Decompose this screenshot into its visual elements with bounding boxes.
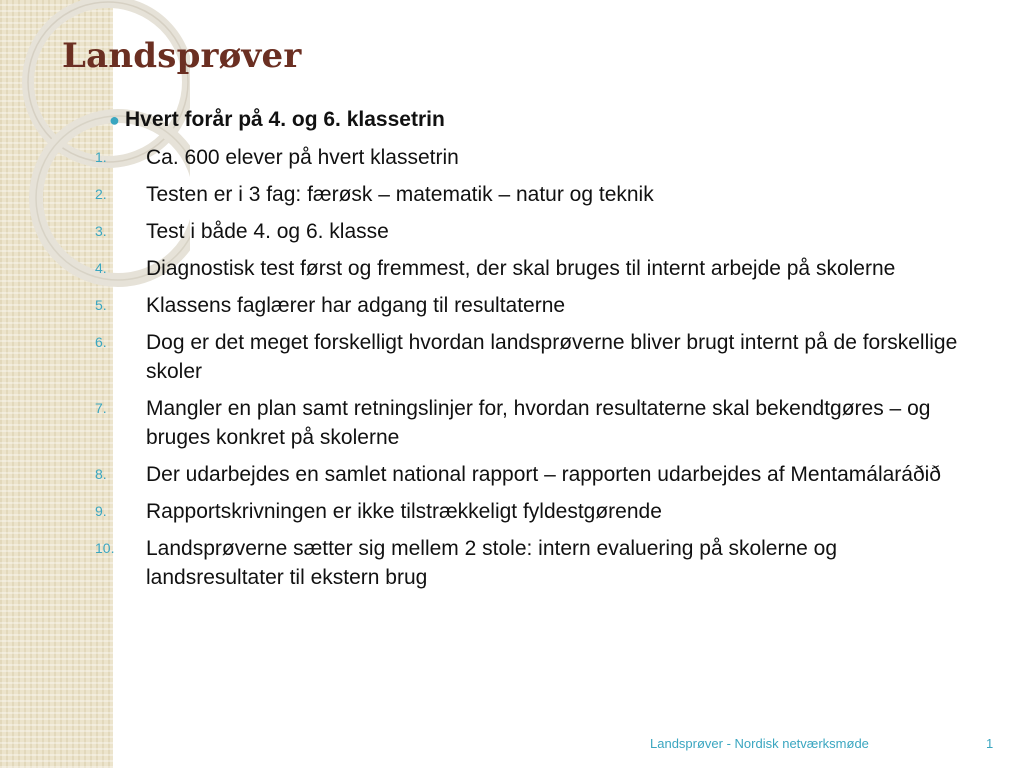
list-number: 2. [95,186,107,202]
list-item [95,217,975,246]
list-item [95,291,975,320]
list-text: Test i både 4. og 6. klasse [146,220,389,243]
list-number: 1. [95,149,107,165]
footer-text: Landsprøver - Nordisk netværksmøde [650,736,869,751]
list-item [95,143,975,172]
list-number: 5. [95,297,107,313]
bullet-heading: Hvert forår på 4. og 6. klassetrin [125,108,445,131]
list-number: 10. [95,540,115,556]
page-number: 1 [986,736,994,751]
list-number: 4. [95,260,107,276]
list-item [95,254,975,283]
list-text: Landsprøverne sætter sig mellem 2 stole: intern evaluering på skolerne og landsresultater til ekstern brug [146,537,838,589]
list-text: Der udarbejdes en samlet national rapport – rapporten udarbejdes af Mentamálaráðið [146,463,941,486]
list-text: Ca. 600 elever på hvert klassetrin [146,146,459,169]
list-text: Klassens faglærer har adgang til resultaterne [146,294,566,317]
list-number: 3. [95,223,107,239]
list-item [95,180,975,209]
list-text: Dog er det meget forskelligt hvordan landsprøverne bliver brugt internt på de forskellige skoler [146,331,958,383]
list-item [95,497,975,526]
bullet-item [95,105,975,135]
list-text: Mangler en plan samt retningslinjer for, hvordan resultaterne skal bekendtgøres – og bruges konkret på skolerne [146,397,931,449]
list-text: Diagnostisk test først og fremmest, der skal bruges til internt arbejde på skolerne [146,257,896,280]
slide-content [95,105,975,600]
list-number: 6. [95,334,107,350]
list-item [95,534,975,592]
list-number: 8. [95,466,107,482]
list-number: 9. [95,503,107,519]
list-number: 7. [95,400,107,416]
list-item [95,328,975,386]
slide-title: Landsprøver [62,36,302,76]
bullet-dot-icon: ● [109,110,120,130]
list-text: Rapportskrivningen er ikke tilstrækkeligt fyldestgørende [146,500,662,523]
list-item [95,460,975,489]
list-text: Testen er i 3 fag: færøsk – matematik – natur og teknik [146,183,654,206]
list-item [95,394,975,452]
